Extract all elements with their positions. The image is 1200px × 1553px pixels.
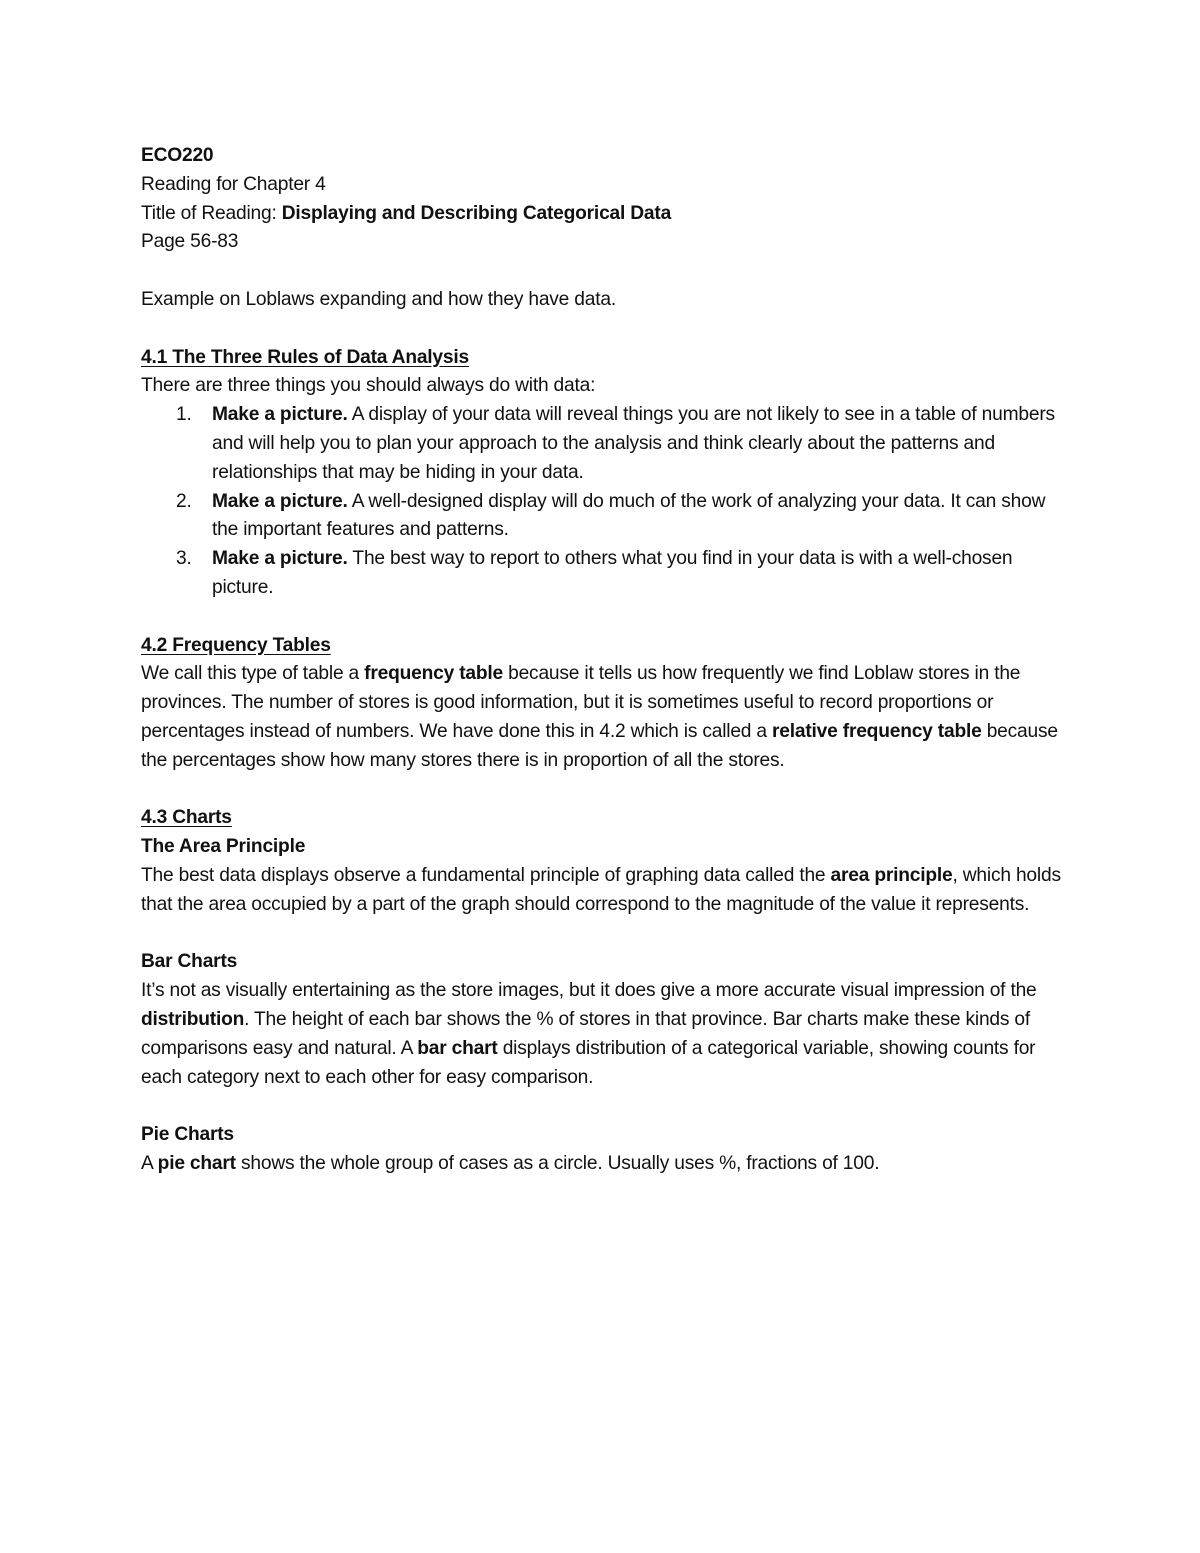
subheading-pie-charts: Pie Charts xyxy=(141,1124,234,1146)
spacer xyxy=(141,603,1071,632)
section-4-1-lead: There are three things you should always do with data: xyxy=(141,375,596,397)
reading-title xyxy=(141,200,1071,229)
text-run: We call this type of table a xyxy=(141,663,365,685)
spacer xyxy=(141,920,1071,949)
subheading-bar-charts: Bar Charts xyxy=(141,951,238,973)
spacer xyxy=(141,1092,1071,1121)
section-heading-4-3: 4.3 Charts xyxy=(141,807,232,829)
spacer xyxy=(141,257,1071,286)
term-relative-frequency-table: relative frequency table xyxy=(772,720,982,742)
pie-charts-paragraph xyxy=(141,1150,1071,1179)
term-distribution: distribution xyxy=(141,1008,245,1030)
section-4-2-paragraph xyxy=(141,660,1071,775)
area-principle-paragraph xyxy=(141,862,1071,920)
reading-title-text: Displaying and Describing Categorical Data xyxy=(281,202,672,224)
text-run: , which holds that the area occupied by a part of the graph should correspond to the magnitude of the value it represents. xyxy=(141,864,1061,915)
list-item-bold: Make a picture. xyxy=(212,490,348,512)
list-number: 2. xyxy=(176,490,192,512)
text-run: The best data displays observe a fundamental principle of graphing data called the xyxy=(141,864,831,886)
text-run: . The height of each bar shows the % of stores in that province. Bar charts make these kinds of comparisons easy and natural. A xyxy=(141,1008,1031,1059)
subheading-area-principle: The Area Principle xyxy=(141,836,306,858)
text-run: because it tells us how frequently we find Loblaw stores in the provinces. The number of stores is good information, but it is sometimes useful to record proportions or percentages instead of numbers. We have done this in 4.2 which is called a xyxy=(141,663,1021,742)
list-item xyxy=(141,545,1071,603)
list-number: 1. xyxy=(176,404,192,426)
document-page xyxy=(141,142,1071,1179)
list-item-bold: Make a picture. xyxy=(212,548,348,570)
section-heading-4-2: 4.2 Frequency Tables xyxy=(141,634,331,656)
rules-list xyxy=(141,401,1071,603)
list-item-text: A display of your data will reveal things you are not likely to see in a table of numbers and will help you to plan your approach to the analysis and think clearly about the patterns and relationships that may be hiding in your data. xyxy=(212,404,1055,483)
text-run: because the percentages show how many stores there is in proportion of all the stores. xyxy=(141,720,1058,771)
list-item-text: The best way to report to others what you find in your data is with a well-chosen picture. xyxy=(212,548,1013,598)
list-item-text: A well-designed display will do much of the work of analyzing your data. It can show the important features and patterns. xyxy=(212,490,1046,541)
text-run: A xyxy=(141,1152,158,1174)
list-item xyxy=(141,488,1071,546)
text-run: It’s not as visually entertaining as the store images, but it does give a more accurate visual impression of the xyxy=(141,980,1037,1002)
course-code: ECO220 xyxy=(141,145,214,166)
spacer xyxy=(141,315,1071,344)
spacer xyxy=(141,776,1071,805)
list-item-bold: Make a picture. xyxy=(212,404,348,426)
section-heading-4-1: 4.1 The Three Rules of Data Analysis xyxy=(141,346,469,368)
reading-title-prefix: Title of Reading: xyxy=(141,202,282,224)
term-frequency-table: frequency table xyxy=(364,663,503,685)
list-number: 3. xyxy=(176,548,192,570)
reading-for-label: Reading for Chapter 4 xyxy=(141,173,326,195)
bar-charts-paragraph xyxy=(141,977,1071,1092)
text-run: displays distribution of a categorical variable, showing counts for each category next to each other for easy comparison. xyxy=(141,1037,1036,1088)
term-pie-chart: pie chart xyxy=(157,1152,236,1174)
text-run: shows the whole group of cases as a circle. Usually uses %, fractions of 100. xyxy=(235,1152,880,1174)
intro-text: Example on Loblaws expanding and how they have data. xyxy=(141,288,616,310)
page-range: Page 56-83 xyxy=(141,231,239,253)
list-item xyxy=(141,401,1071,487)
term-area-principle: area principle xyxy=(830,864,953,886)
term-bar-chart: bar chart xyxy=(417,1037,498,1059)
